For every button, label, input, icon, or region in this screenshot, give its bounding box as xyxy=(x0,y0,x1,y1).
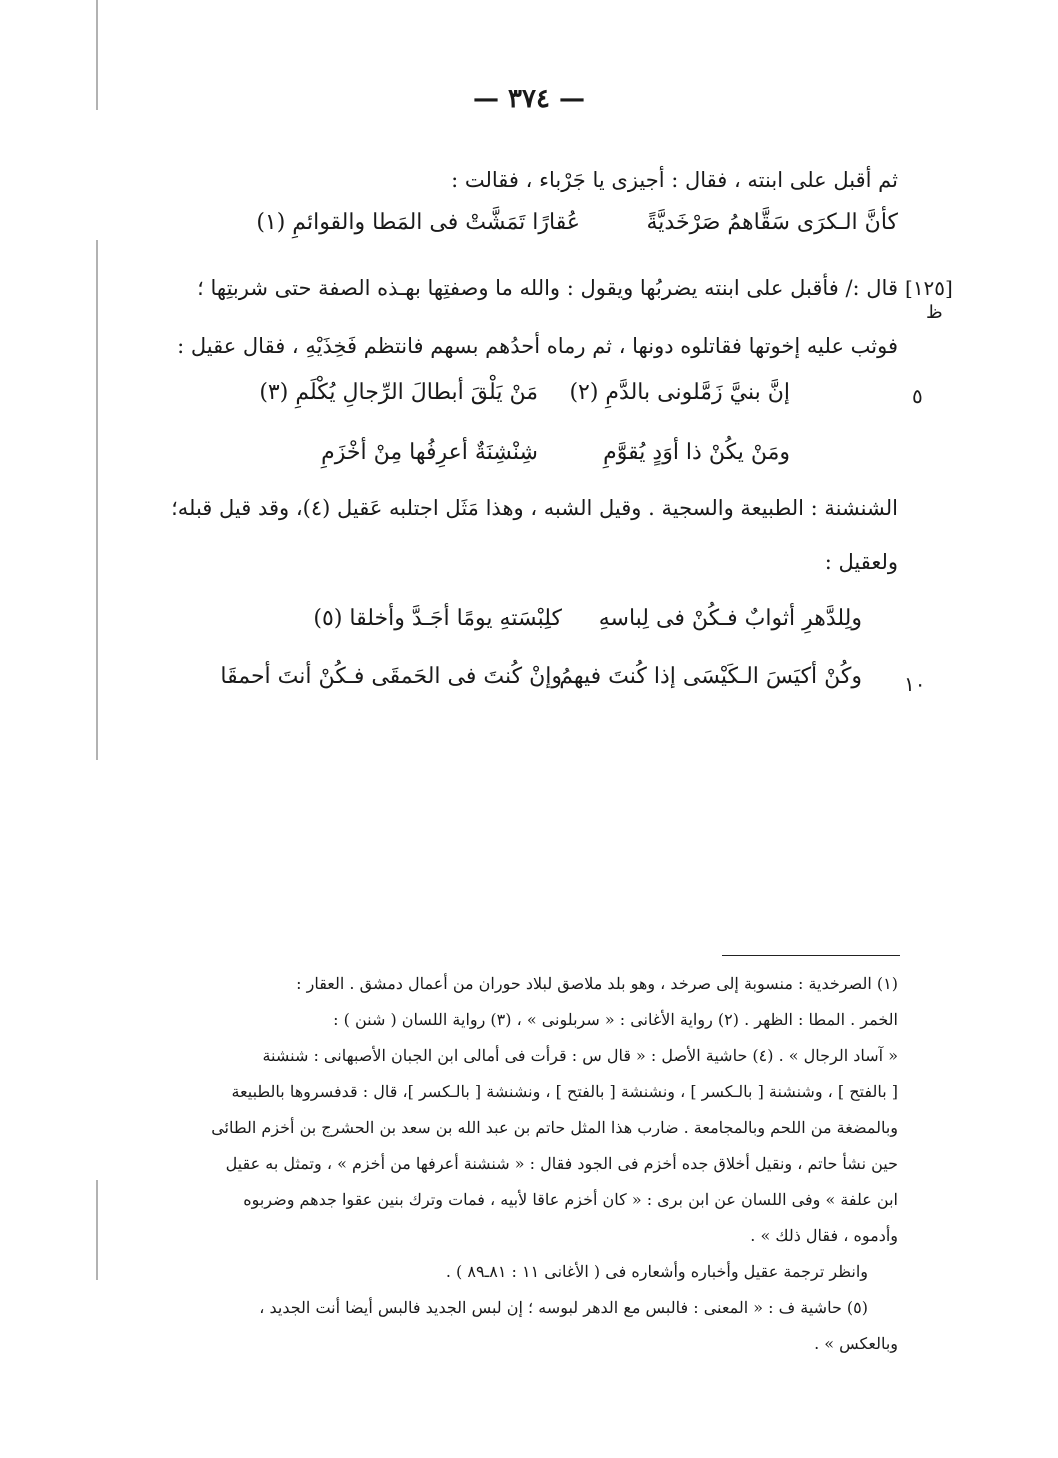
body-line-intro: ثم أقبل على ابنته ، فقال : أجيزى يا جَرْباء ، فقالت : xyxy=(451,168,898,192)
verse-2-second-hemistich: مَنْ يَلْقَ أبطالَ الرِّجالِ يُكْلَمِ (٣) xyxy=(259,380,538,405)
footnote-line: وأدموه ، فقال ذلك » . xyxy=(750,1226,898,1245)
verse-2-first-hemistich: إنَّ بنيَّ زَمَّلونى بالدَّمِ (٢) xyxy=(569,380,790,405)
footnote-line: ابن علفة » وفى اللسان عن ابن برى : « كان أخزم عاقا لأبيه ، فمات وترك بنين عقوا جدهم وضربوه xyxy=(243,1190,898,1209)
footnote-line: (٥) حاشية ف : « المعنى : فالبس مع الدهر لبوسه ؛ إن لبس الجديد فالبس أيضا أنت الجديد ، xyxy=(259,1298,868,1317)
verse-3-first-hemistich: ومَنْ يكُنْ ذا أوَدٍ يُقوَّمِ xyxy=(603,440,790,465)
footnote-line: وبالمضغة من اللحم وبالمجامعة . ضارب هذا المثل حاتم بن عبد الله بن سعد بن الحشرج بن أخزم الطائى xyxy=(211,1118,898,1137)
footnote-line: حين نشأ حاتم ، ونقيل أخلاق جده أخزم فى الجود فقال : « شنشنة أعرفها من أخزم » ، وتمثل به عقيل xyxy=(225,1154,898,1173)
page-number: — ٣٧٤ — xyxy=(472,84,586,114)
verse-5-second-hemistich: وإنْ كُنتَ فى الحَمقَى فـكُنْ أنتَ أحمقَا xyxy=(220,664,562,689)
verse-1-second-hemistich: عُقارًا تَمَشَّتْ فى المَطا والقوائمِ (١) xyxy=(256,210,580,235)
footnote-line: « آساد الرجال » . (٤) حاشية الأصل : « قال س : قرأت فى أمالى ابن الجبان الأصبهانى : شنشنة xyxy=(262,1046,898,1065)
verse-4-second-hemistich: كلِبْسَتهِ يومًا أجَـدَّ وأخلقا (٥) xyxy=(313,606,562,631)
footnote-line: [ بالفتح ] ، وشنشنة [ بالـكسر ] ، ونشنشة [ بالفتح ] ، ونشنشة [ بالـكسر ]، قال : قدفسروها بالطبيعة xyxy=(231,1082,898,1101)
margin-folio-reference: [١٢٥] xyxy=(905,276,953,300)
footnote-line: (١) الصرخدية : منسوبة إلى صرخد ، وهو بلد ملاصق لبلاد حوران من أعمال دمشق . العقار : xyxy=(296,974,898,993)
footnote-separator xyxy=(722,955,900,956)
margin-folio-mark: ظ xyxy=(926,302,943,323)
body-line-2: قال :/ فأقبل على ابنته يضربُها ويقول : والله ما وصفتِها بهـذه الصفة حتى شربتِها ؛ xyxy=(197,276,898,300)
margin-line-number-10: ١٠ xyxy=(904,672,926,696)
verse-3-second-hemistich: شِنْشِنَةٌ أعرِفُها مِنْ أخْزَمِ xyxy=(321,440,538,465)
scan-edge-mark xyxy=(96,1180,98,1280)
footnote-line: وانظر ترجمة عقيل وأخباره وأشعاره فى ( الأغانى ١١ : ٨١ـ٨٩ ) . xyxy=(445,1262,868,1281)
scan-edge-mark xyxy=(96,240,98,760)
footnote-line: الخمر . المطا : الظهر . (٢) رواية الأغانى : « سربلونى » ، (٣) رواية اللسان ( شنن ) : xyxy=(333,1010,898,1029)
body-line-4: الشنشنة : الطبيعة والسجية . وقيل الشبه ، وهذا مَثَل اجتلبه عَقيل (٤)، وقد قيل قبله؛ xyxy=(171,496,898,520)
verse-4-first-hemistich: ولِلدَّهرِ أثوابٌ فـكُنْ فى لِباسهِ xyxy=(598,606,862,631)
margin-line-number-5: ٥ xyxy=(912,384,923,408)
body-line-5: ولعقيل : xyxy=(824,550,898,574)
verse-1-first-hemistich: كأنَّ الـكرَى سَقَّاهمُ صَرْخَديَّةً xyxy=(646,210,898,235)
footnote-line: وبالعكس » . xyxy=(814,1334,898,1353)
verse-5-first-hemistich: وكُنْ أكيَسَ الـكَيْسَى إذا كُنتَ فيهمُ xyxy=(559,664,862,689)
body-line-3: فوثب عليه إخوتها فقاتلوه دونها ، ثم رماه أحدُهم بسهم فانتظم فَخِذَيْهِ ، فقال عقيل : xyxy=(177,334,898,358)
